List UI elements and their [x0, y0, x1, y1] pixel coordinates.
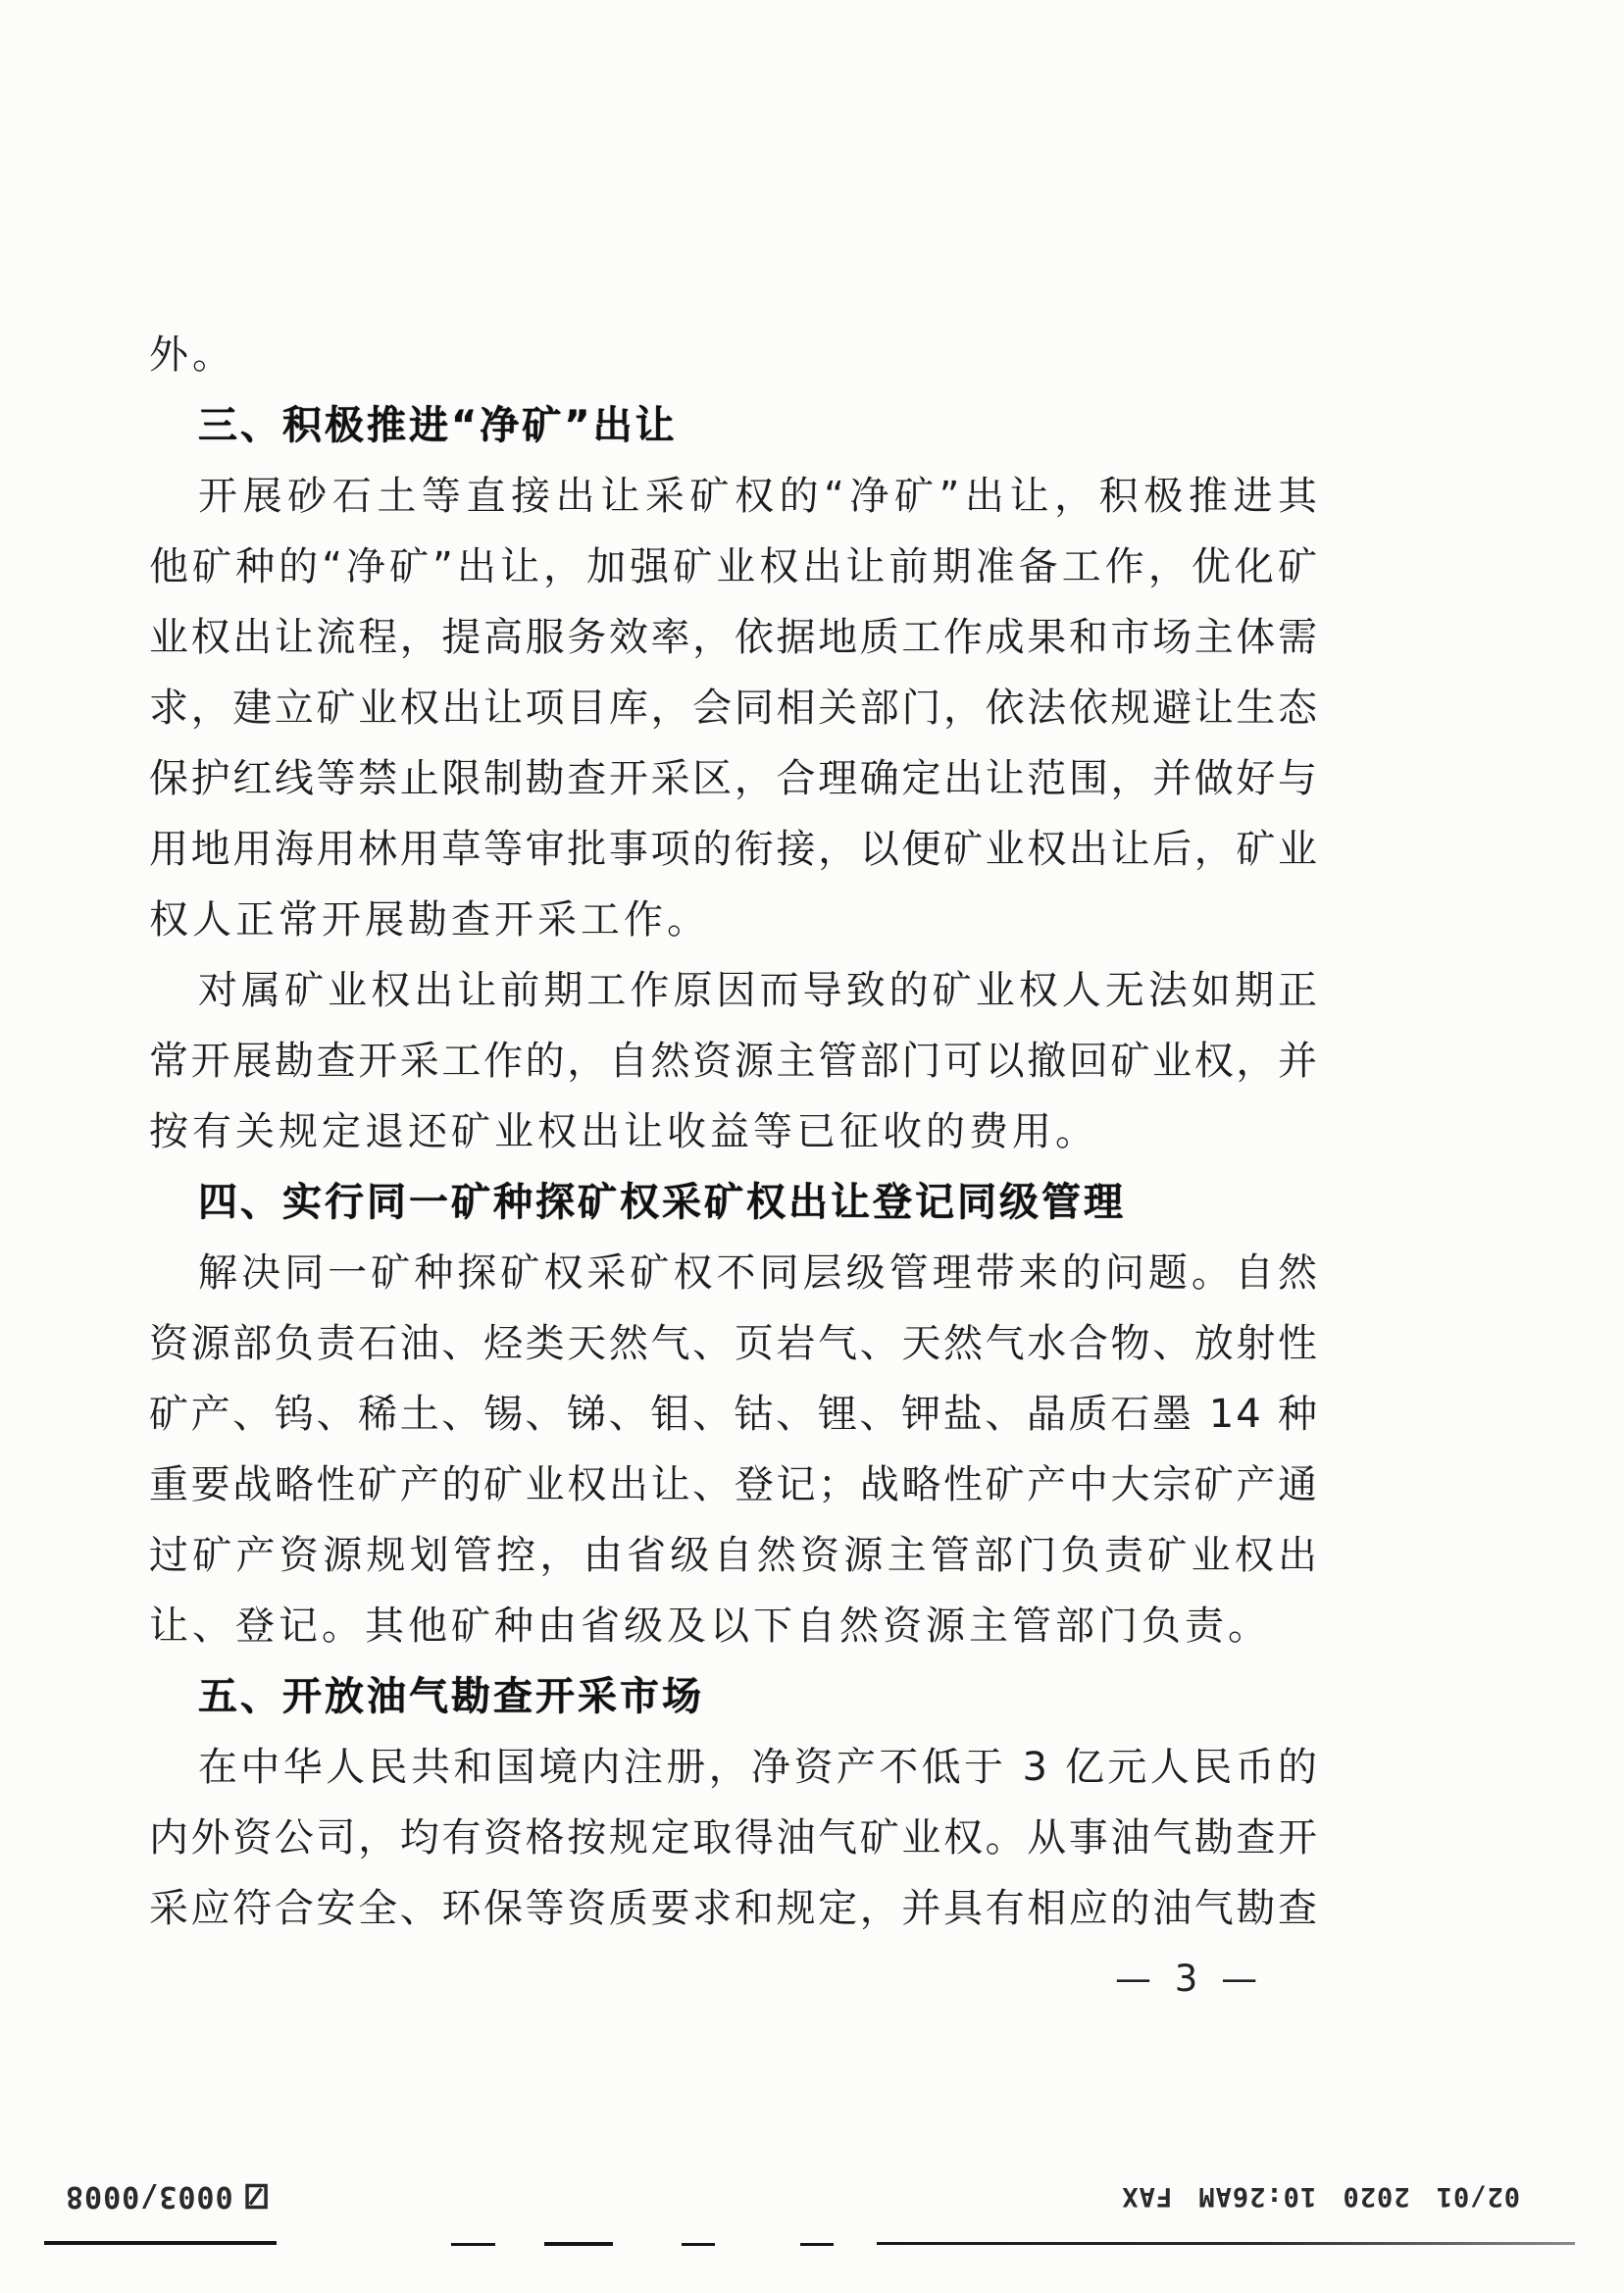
continuation-text: 外。	[149, 332, 235, 378]
section-heading-4: 四、实行同一矿种探矿权采矿权出让登记同级管理	[198, 1180, 1126, 1225]
body-line: 常开展勘查开采工作的，自然资源主管部门可以撤回矿业权，并	[149, 1039, 1319, 1084]
body-line: 求，建立矿业权出让项目库，会同相关部门，依法依规避让生态	[149, 686, 1319, 731]
body-line: 业权出让流程，提高服务效率，依据地质工作成果和市场主体需	[149, 615, 1319, 660]
page-number: — 3 —	[1115, 1958, 1264, 2000]
body-line: 解决同一矿种探矿权采矿权不同层级管理带来的问题。自然	[198, 1250, 1319, 1296]
fax-page-counter	[65, 2179, 269, 2214]
body-line: 矿产、钨、稀土、锡、锑、钼、钴、锂、钾盐、晶质石墨 14 种	[149, 1392, 1319, 1437]
paragraph	[149, 461, 1319, 955]
fax-timestamp: 02/01 2020 10:26AM FAX	[1121, 2181, 1520, 2212]
scan-artifact-line	[451, 2243, 495, 2246]
body-line: 权人正常开展勘查开采工作。	[149, 897, 710, 943]
body-line: 在中华人民共和国境内注册，净资产不低于 3 亿元人民币的	[198, 1745, 1319, 1790]
section-heading-3: 三、积极推进“净矿”出让	[198, 403, 678, 448]
body-line: 他矿种的“净矿”出让，加强矿业权出让前期准备工作，优化矿	[149, 544, 1319, 589]
body-line: 内外资公司，均有资格按规定取得油气矿业权。从事油气勘查开	[149, 1815, 1319, 1860]
memo-icon	[245, 2183, 269, 2210]
scan-artifact-line	[44, 2241, 277, 2245]
document-body	[149, 320, 1319, 2014]
section-heading-5: 五、开放油气勘查开采市场	[198, 1674, 704, 1719]
body-line: 保护红线等禁止限制勘查开采区，合理确定出让范围，并做好与	[149, 756, 1319, 801]
body-line: 采应符合安全、环保等资质要求和规定，并具有相应的油气勘查	[149, 1886, 1319, 1931]
body-line: 让、登记。其他矿种由省级及以下自然资源主管部门负责。	[149, 1604, 1271, 1649]
scan-artifact-line	[877, 2242, 1575, 2245]
paragraph	[149, 1732, 1319, 1944]
scan-artifact-line	[800, 2243, 834, 2246]
body-line: 用地用海用林用草等审批事项的衔接，以便矿业权出让后，矿业	[149, 827, 1319, 872]
body-line: 按有关规定退还矿业权出让收益等已征收的费用。	[149, 1109, 1098, 1154]
body-line: 资源部负责石油、烃类天然气、页岩气、天然气水合物、放射性	[149, 1321, 1319, 1366]
body-line: 重要战略性矿产的矿业权出让、登记；战略性矿产中大宗矿产通	[149, 1462, 1319, 1507]
paragraph	[149, 1238, 1319, 1661]
body-line: 开展砂石土等直接出让采矿权的“净矿”出让，积极推进其	[198, 474, 1319, 519]
fax-page-counter-text: 0003/0008	[65, 2179, 233, 2214]
body-line: 对属矿业权出让前期工作原因而导致的矿业权人无法如期正	[198, 968, 1319, 1013]
scan-artifact-line	[682, 2243, 715, 2246]
body-line: 过矿产资源规划管控，由省级自然资源主管部门负责矿业权出	[149, 1533, 1319, 1578]
scan-artifact-line	[544, 2242, 613, 2246]
paragraph	[149, 955, 1319, 1167]
